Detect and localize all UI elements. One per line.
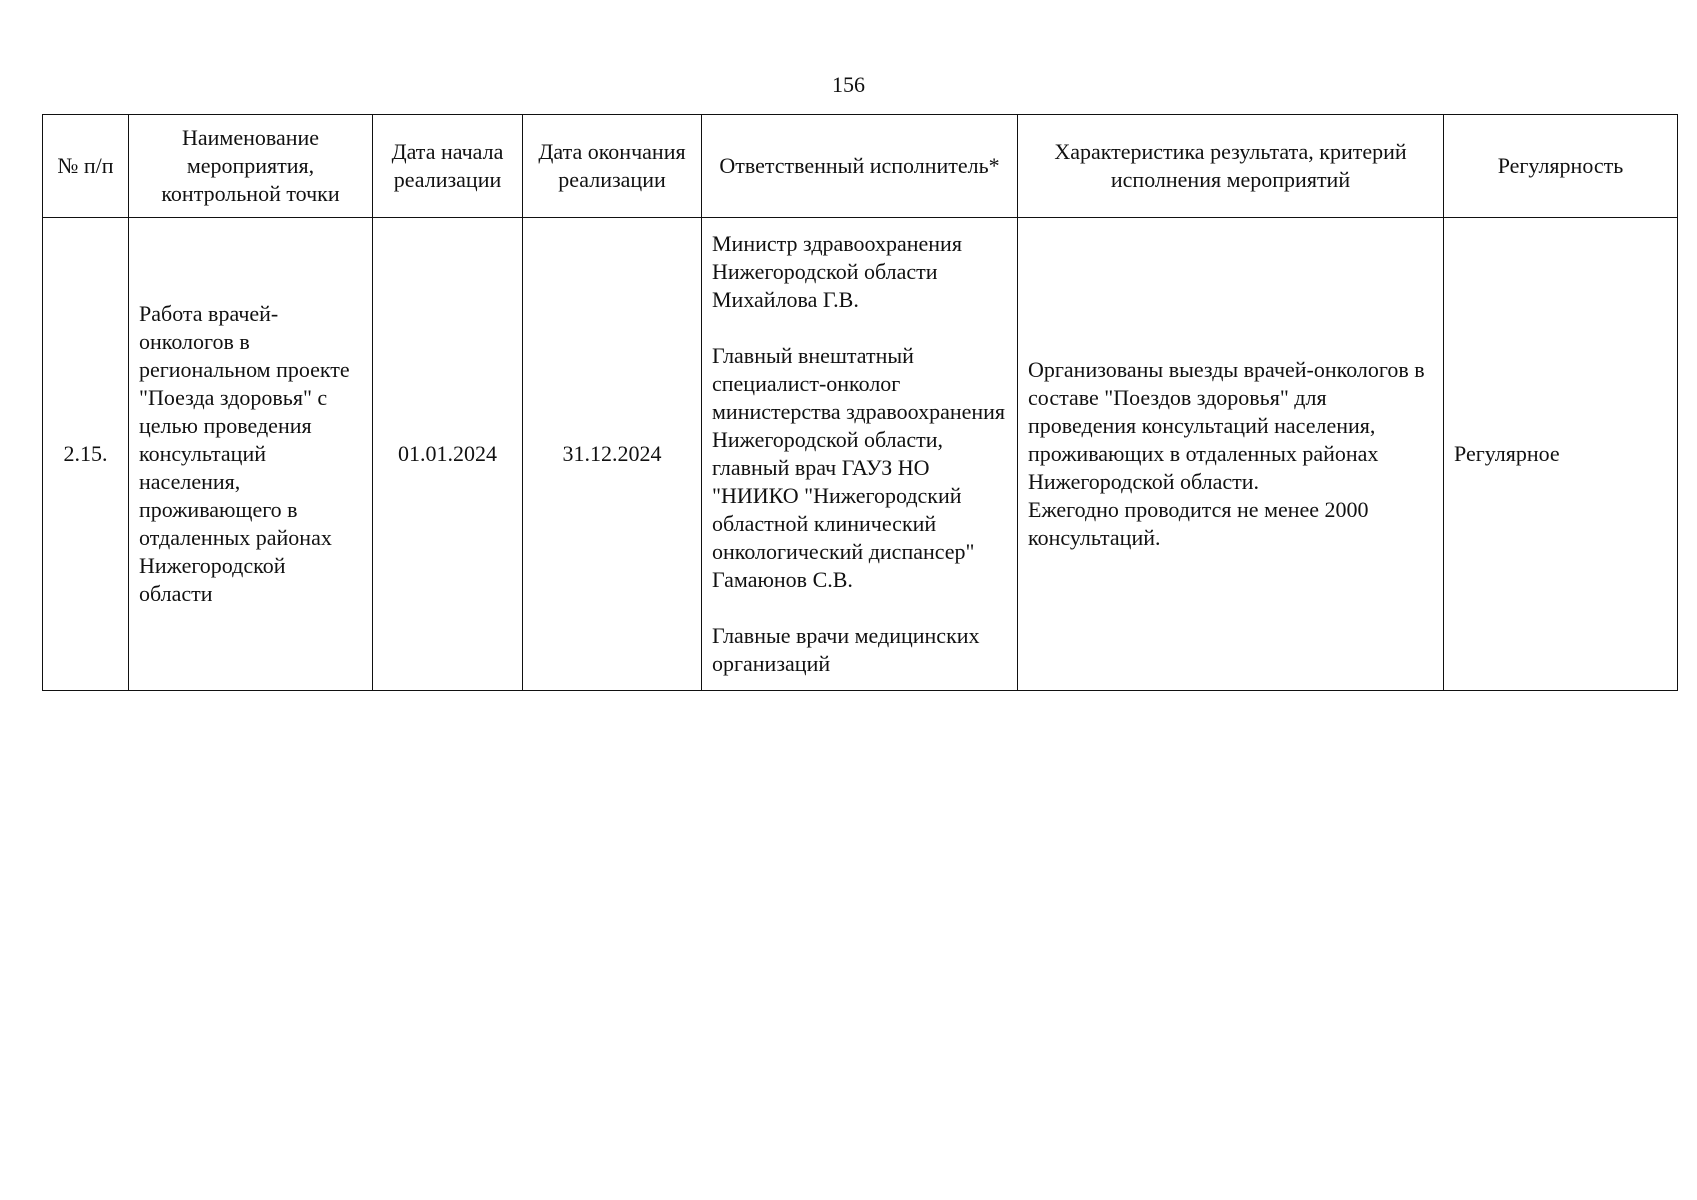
spacer [712,314,1007,342]
cell-regularity: Регулярное [1444,218,1678,691]
result-description: Организованы выезды врачей-онкологов в составе "Поездов здоровья" для проведения консультаций населения, проживающих в отдаленных районах Нижегородской области. [1028,357,1425,494]
header-responsible: Ответственный исполнитель* [702,115,1018,218]
header-result: Характеристика результата, критерий исполнения мероприятий [1018,115,1444,218]
result-criterion: Ежегодно проводится не менее 2000 консультаций. [1028,497,1369,550]
cell-number: 2.15. [43,218,129,691]
cell-end-date: 31.12.2024 [523,218,702,691]
responsible-chief-doctors: Главные врачи медицинских организаций [712,623,980,676]
table-row [43,218,1678,691]
header-number: № п/п [43,115,129,218]
spacer [712,594,1007,622]
header-start-date: Дата начала реализации [373,115,523,218]
cell-event-name: Работа врачей-онкологов в региональном проекте "Поезда здоровья" с целью проведения консультаций населения, проживающего в отдаленных районах Нижегородской области [129,218,373,691]
cell-result [1018,218,1444,691]
responsible-chief-specialist: Главный внештатный специалист-онколог министерства здравоохранения Нижегородской области, главный врач ГАУЗ НО "НИИКО "Нижегородский областной клинический онкологический диспансер" Гамаюнов С.В. [712,343,1006,592]
table-header-row [43,115,1678,218]
header-end-date: Дата окончания реализации [523,115,702,218]
header-regularity: Регулярность [1444,115,1678,218]
page-number: 156 [832,72,865,97]
cell-responsible [702,218,1018,691]
header-event-name: Наименование мероприятия, контрольной точки [129,115,373,218]
cell-start-date: 01.01.2024 [373,218,523,691]
responsible-minister: Министр здравоохранения Нижегородской области Михайлова Г.В. [712,231,962,312]
events-table [42,114,1678,691]
